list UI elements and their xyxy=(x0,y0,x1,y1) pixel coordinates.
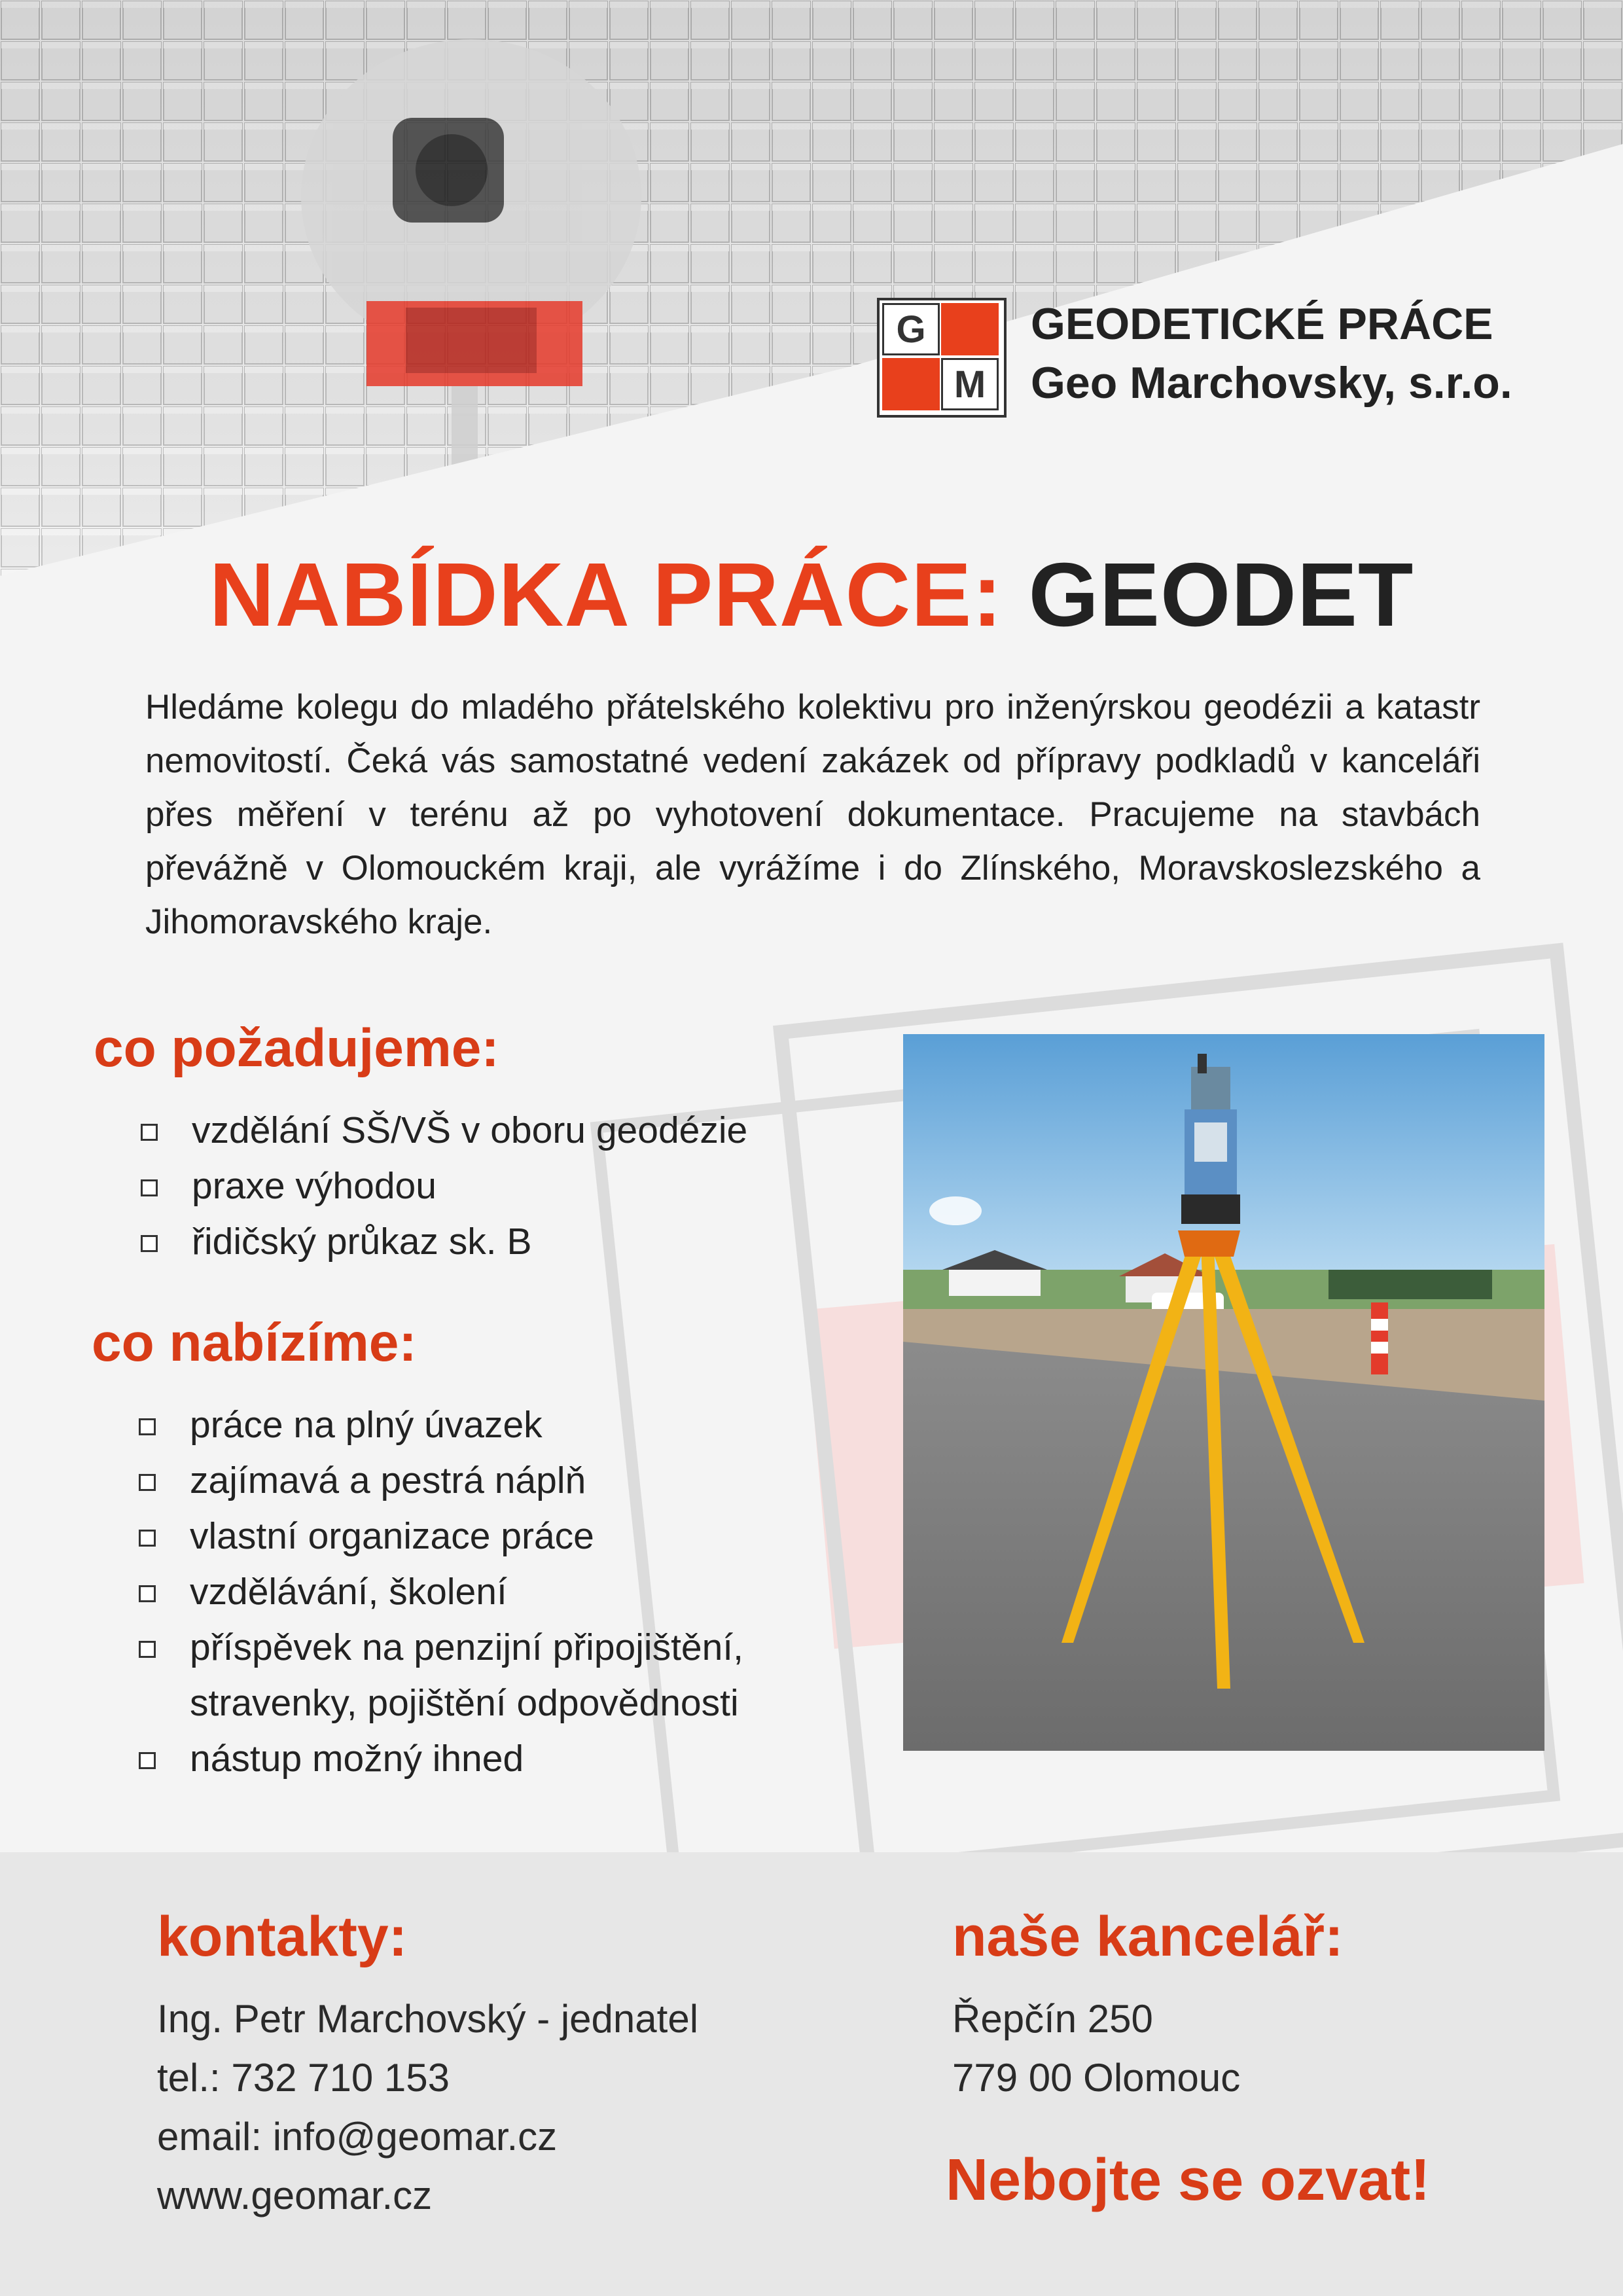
page-title xyxy=(0,543,1623,647)
list-item: vzdělání SŠ/VŠ v oboru geodézie xyxy=(141,1103,747,1158)
company-line-1: GEODETICKÉ PRÁCE xyxy=(1031,299,1493,349)
contacts-block xyxy=(157,1990,698,2225)
list-item: vlastní organizace práce xyxy=(139,1509,743,1564)
checkbox-icon xyxy=(141,1179,158,1196)
call-to-action: Nebojte se ozvat! xyxy=(946,2147,1431,2213)
office-title: naše kancelář: xyxy=(952,1905,1344,1968)
contact-email[interactable]: email: info@geomar.cz xyxy=(157,2115,558,2159)
tripod-photo xyxy=(903,1034,1544,1751)
list-item: práce na plný úvazek xyxy=(139,1397,743,1453)
checkbox-icon xyxy=(139,1474,156,1491)
checkbox-icon xyxy=(139,1585,156,1602)
office-street: Řepčín 250 xyxy=(952,1997,1153,2041)
list-item-continuation: stravenky, pojištění odpovědnosti xyxy=(190,1682,739,1724)
contacts-title: kontakty: xyxy=(157,1905,408,1968)
company-name xyxy=(1031,295,1512,412)
checkbox-icon xyxy=(141,1124,158,1141)
company-logo xyxy=(877,298,1007,418)
checkbox-icon xyxy=(141,1235,158,1252)
title-part-1: NABÍDKA PRÁCE: xyxy=(209,545,1003,645)
list-item: zajímavá a pestrá náplň xyxy=(139,1453,743,1509)
requirements-list xyxy=(141,1103,747,1270)
office-city: 779 00 Olomouc xyxy=(952,2056,1241,2100)
list-item: příspěvek na penzijní připojištění, stravenky, pojištění odpovědnosti xyxy=(139,1620,743,1731)
list-item: praxe výhodou xyxy=(141,1158,747,1214)
list-item: nástup možný ihned xyxy=(139,1731,743,1787)
intro-paragraph: Hledáme kolegu do mladého přátelského kolektivu pro inženýrskou geodézii a katastr nemovitostí. Čeká vás samostatné vedení zakázek od přípravy podkladů v kanceláři přes měření v terénu až po vyhotovení dokumentace. Pracujeme na stavbách převážně v Olomouckém kraji, ale vyrážíme i do Zlínského, Moravskoslezského a Jihomoravského kraje. xyxy=(145,688,1480,941)
company-line-2: Geo Marchovsky, s.r.o. xyxy=(1031,358,1512,408)
checkbox-icon xyxy=(139,1418,156,1435)
checkbox-icon xyxy=(139,1752,156,1769)
offer-list xyxy=(139,1397,743,1787)
logo-letter-g: G xyxy=(882,303,940,355)
checkbox-icon xyxy=(139,1530,156,1547)
offer-title: co nabízíme: xyxy=(92,1313,417,1372)
logo-red-square xyxy=(882,358,940,410)
checkbox-icon xyxy=(139,1641,156,1658)
requirements-title: co požadujeme: xyxy=(94,1018,499,1078)
list-item: vzdělávání, školení xyxy=(139,1564,743,1620)
list-item: řidičský průkaz sk. B xyxy=(141,1214,747,1270)
contact-phone[interactable]: tel.: 732 710 153 xyxy=(157,2056,450,2100)
logo-red-square xyxy=(941,303,999,355)
contact-web[interactable]: www.geomar.cz xyxy=(157,2174,433,2217)
logo-letter-m: M xyxy=(941,358,999,410)
title-part-2: GEODET xyxy=(1028,545,1414,645)
office-address xyxy=(952,1990,1240,2108)
contact-name: Ing. Petr Marchovský - jednatel xyxy=(157,1997,699,2041)
